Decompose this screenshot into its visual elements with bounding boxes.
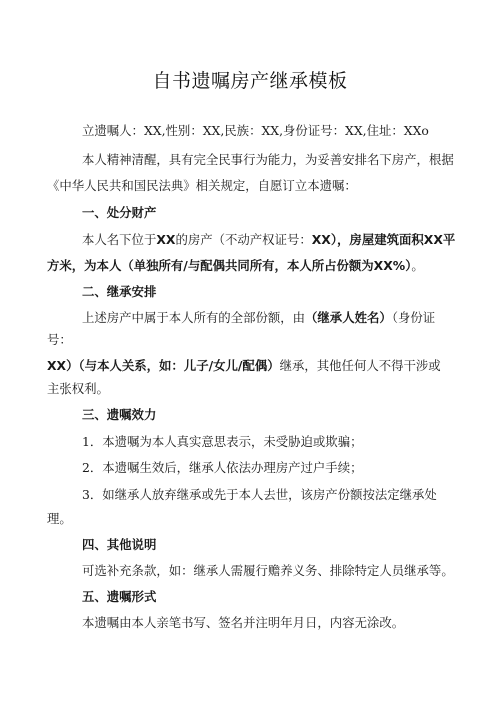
inheritance-line-1-text-c: （身份证 xyxy=(391,310,436,325)
property-cert-and-area: XX），房屋建筑面积XX平 xyxy=(311,232,456,247)
section-heading-dispose-property: 一、处分财产 xyxy=(82,205,157,220)
property-line-1 xyxy=(82,232,455,248)
statement-line-1: 本人精神清醒，具有完全民事行为能力，为妥善安排名下房产，根据 xyxy=(82,152,454,167)
validity-item-3-line-2: 理。 xyxy=(47,511,72,526)
property-line-2-period: 。 xyxy=(411,258,424,273)
testator-info-line: 立遗嘱人：XX,性别：XX,民族：XX,身份证号：XX,住址：XXo xyxy=(82,123,429,138)
other-notes-line-1: 可选补充条款，如：继承人需履行赡养义务、排除特定人员继承等。 xyxy=(82,563,454,578)
validity-item-3-line-1: 3．如继承人放弃继承或先于本人去世，该房产份额按法定继承处 xyxy=(82,487,437,502)
inheritance-line-1 xyxy=(82,310,435,326)
property-line-1-text-c: 的房产（不动产权证号： xyxy=(175,232,312,247)
inheritance-line-4: 主张权利。 xyxy=(47,381,109,396)
section-heading-inheritance: 二、继承安排 xyxy=(82,284,157,299)
ownership-share-text: 方米，为本人（单独所有/与配偶共同所有，本人所占份额为XX%） xyxy=(47,258,412,273)
will-form-line-1: 本遗嘱由本人亲笔书写、签名并注明年月日，内容无涂改。 xyxy=(82,615,405,630)
inheritance-line-2: 号： xyxy=(47,332,72,347)
heir-name-placeholder: （继承人姓名） xyxy=(305,310,392,325)
statement-line-2: 《中华人民共和国民法典》相关规定，自愿订立本遗嘱： xyxy=(47,178,357,193)
property-line-1-text-a: 本人名下位于 xyxy=(82,232,157,247)
section-heading-will-form: 五、遗嘱形式 xyxy=(82,589,157,604)
section-heading-other-notes: 四、其他说明 xyxy=(82,537,157,552)
heir-id-relation-placeholder: XX）（与本人关系，如：儿子/女儿/配偶） xyxy=(47,358,280,373)
inheritance-line-3 xyxy=(47,358,441,374)
property-line-2 xyxy=(47,258,424,274)
property-location-placeholder: XX xyxy=(156,232,176,247)
section-heading-validity: 三、遗嘱效力 xyxy=(82,407,157,422)
inheritance-line-3-text-b: 继承，其他任何人不得干涉或 xyxy=(279,358,441,373)
validity-item-2: 2．本遗嘱生效后，继承人依法办理房产过户手续； xyxy=(82,460,363,475)
inheritance-line-1-text-a: 上述房产中属于本人所有的全部份额，由 xyxy=(82,310,306,325)
document-title: 自书遗嘱房产继承模板 xyxy=(152,70,348,92)
validity-item-1: 1．本遗嘱为本人真实意思表示，未受胁迫或欺骗； xyxy=(82,434,363,449)
